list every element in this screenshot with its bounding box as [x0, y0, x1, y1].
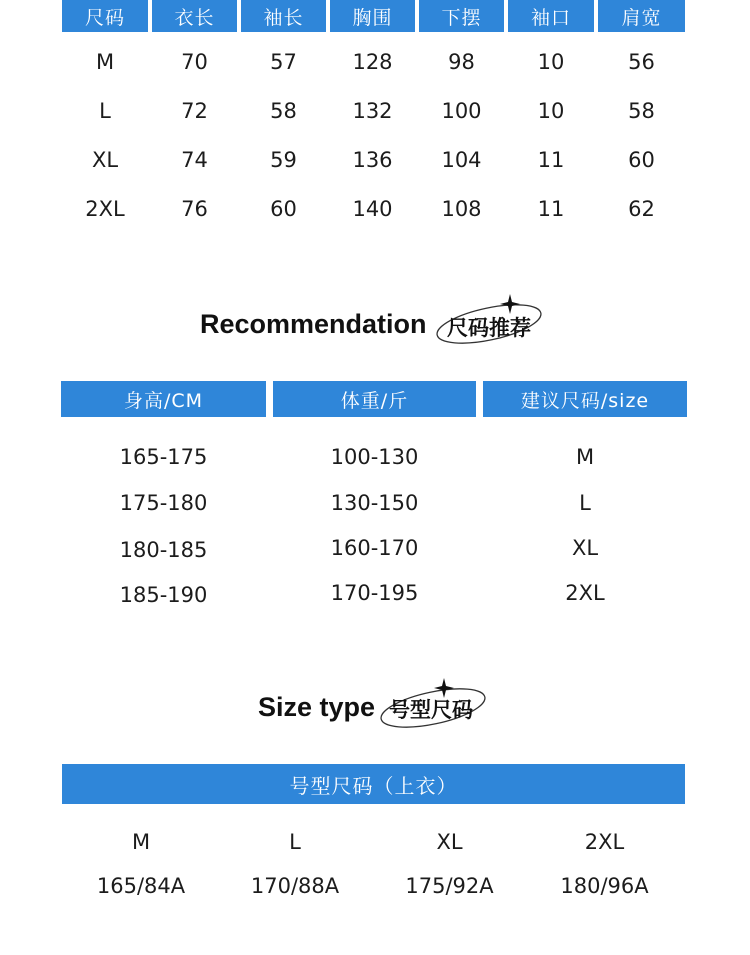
table-cell: 108: [441, 197, 482, 221]
table-cell: 136: [352, 148, 393, 172]
table-cell: 165-175: [119, 445, 208, 469]
table-cell: 74: [181, 148, 208, 172]
table-cell: 10: [537, 50, 565, 74]
sleeve-header: 袖长: [241, 0, 326, 32]
size-type-title: Size type: [258, 692, 376, 722]
table-cell: XL: [571, 536, 599, 560]
table-cell: 180-185: [119, 538, 208, 562]
table-cell: 2XL: [584, 830, 625, 854]
table-cell: 72: [181, 99, 208, 123]
size-type-title-cn: 号型尺码: [389, 698, 473, 722]
table-cell: 170/88A: [250, 874, 340, 898]
table-cell: 60: [270, 197, 297, 221]
table-cell: 2XL: [565, 581, 605, 605]
table-cell: 70: [181, 50, 208, 74]
table-cell: 59: [270, 148, 297, 172]
table-cell: 185-190: [119, 583, 208, 607]
length-header: 衣长: [152, 0, 237, 32]
table-cell: M: [95, 50, 115, 74]
table-cell: L: [579, 491, 591, 515]
table-cell: M: [575, 445, 595, 469]
hem-header: 下摆: [419, 0, 504, 32]
table-cell: 56: [628, 50, 655, 74]
table-cell: 128: [352, 50, 393, 74]
table-cell: 2XL: [85, 197, 125, 221]
table-cell: 100-130: [330, 445, 419, 469]
table-cell: 165/84A: [96, 874, 186, 898]
table-cell: 170-195: [330, 581, 419, 605]
suggested-size-header: 建议尺码/size: [483, 381, 687, 417]
table-cell: L: [289, 830, 301, 854]
table-cell: 140: [352, 197, 393, 221]
table-cell: 180/96A: [560, 874, 649, 898]
table-cell: XL: [91, 148, 119, 172]
table-cell: 132: [352, 99, 393, 123]
recommendation-title: Recommendation: [200, 309, 427, 339]
recommendation-title-cn: 尺码推荐: [447, 316, 531, 340]
table-cell: M: [131, 830, 151, 854]
chest-header: 胸围: [330, 0, 415, 32]
table-cell: 10: [537, 99, 565, 123]
table-cell: 58: [628, 99, 655, 123]
table-cell: XL: [436, 830, 463, 854]
table-cell: 11: [537, 148, 565, 172]
size-header: 尺码: [62, 0, 148, 32]
table-cell: 11: [537, 197, 565, 221]
table-cell: L: [99, 99, 111, 123]
shoulder-header: 肩宽: [598, 0, 685, 32]
table-cell: 160-170: [330, 536, 419, 560]
table-cell: 76: [181, 197, 208, 221]
table-cell: 60: [628, 148, 655, 172]
table-cell: 175-180: [119, 491, 208, 515]
table-cell: 104: [441, 148, 482, 172]
table-cell: 175/92A: [405, 874, 494, 898]
table-cell: 130-150: [330, 491, 419, 515]
weight-header: 体重/斤: [273, 381, 476, 417]
table-cell: 98: [448, 50, 475, 74]
cuff-header: 袖口: [508, 0, 594, 32]
table-cell: 57: [270, 50, 297, 74]
table-cell: 58: [270, 99, 297, 123]
table-cell: 62: [628, 197, 655, 221]
size-type-header: 号型尺码（上衣）: [62, 764, 685, 804]
table-cell: 100: [441, 99, 482, 123]
height-header: 身高/CM: [61, 381, 266, 417]
